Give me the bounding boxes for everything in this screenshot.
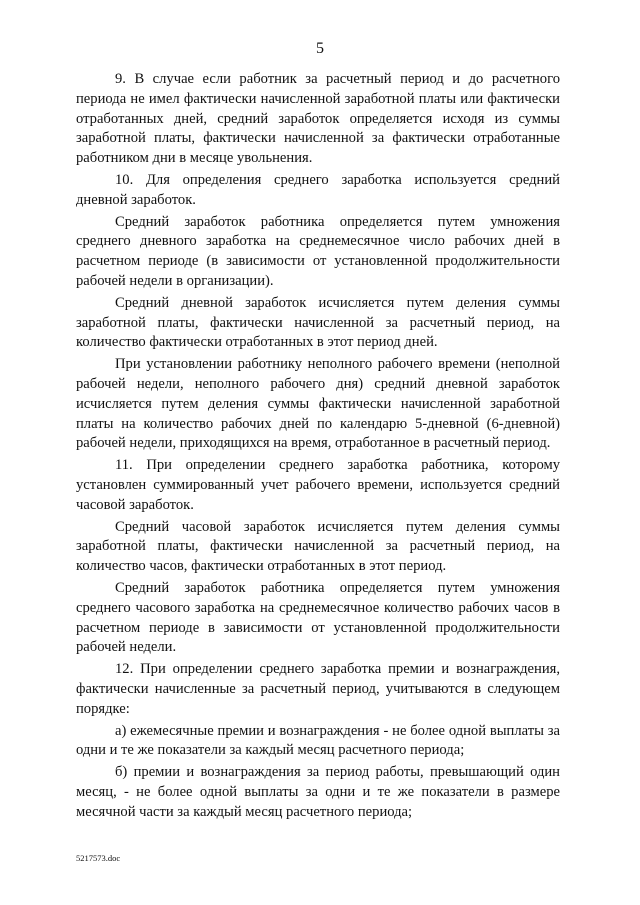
footer-filename: 5217573.doc [76, 853, 121, 863]
paragraph-11: 11. При определении среднего заработка работника, которому установлен суммированный учет рабочего времени, используется средний часовой заработок. [76, 457, 560, 513]
document-body [76, 70, 560, 824]
list-item-b: б) премии и вознаграждения за период работы, превышающий один месяц, - не более одной выплаты за одни и те же показатели в размере месячной части за каждый месяц расчетного периода; [76, 764, 560, 820]
paragraph-9: 9. В случае если работник за расчетный период и до расчетного периода не имел фактически начисленной заработной платы или фактически отработанных дней, средний заработок определяется исходя из суммы заработной платы, фактически начисленной за фактически отработанные работником дни в месяце увольнения. [76, 71, 560, 167]
paragraph-daily-calculation: Средний дневной заработок исчисляется путем деления суммы заработной платы, фактически начисленной за расчетный период, на количество фактически отработанных в этот период дней. [76, 294, 560, 351]
paragraph-10: 10. Для определения среднего заработка используется средний дневной заработок. [76, 171, 560, 208]
page-number: 5 [316, 40, 324, 57]
paragraph-avg-earnings-hourly: Средний заработок работника определяется путем умножения среднего часового заработка на среднемесячное количество рабочих часов в расчетном периоде в зависимости от установленной продолжительности рабочей недели. [76, 579, 560, 656]
list-item-a: а) ежемесячные премии и вознаграждения - не более одной выплаты за одни и те же показатели за каждый месяц расчетного периода; [76, 722, 560, 759]
paragraph-part-time: При установлении работнику неполного рабочего времени (неполной рабочей недели, неполного рабочего дня) средний дневной заработок исчисляется путем деления суммы фактически начисленной заработной платы на количество рабочих дней по календарю 5-дневной (6-дневной) рабочей недели, приходящихся на время, отработанное в расчетный период. [76, 356, 560, 452]
paragraph-avg-earnings-daily: Средний заработок работника определяется путем умножения среднего дневного заработка на среднемесячное число рабочих дней в расчетном периоде (в зависимости от установленной продолжительности рабочей недели в организации). [76, 213, 560, 289]
paragraph-hourly-calculation: Средний часовой заработок исчисляется путем деления суммы заработной платы, фактически начисленной за расчетный период, на количество часов, фактически отработанных в этот период. [76, 518, 560, 575]
paragraph-12: 12. При определении среднего заработка премии и вознаграждения, фактически начисленные за расчетный период, учитываются в следующем порядке: [76, 661, 560, 717]
